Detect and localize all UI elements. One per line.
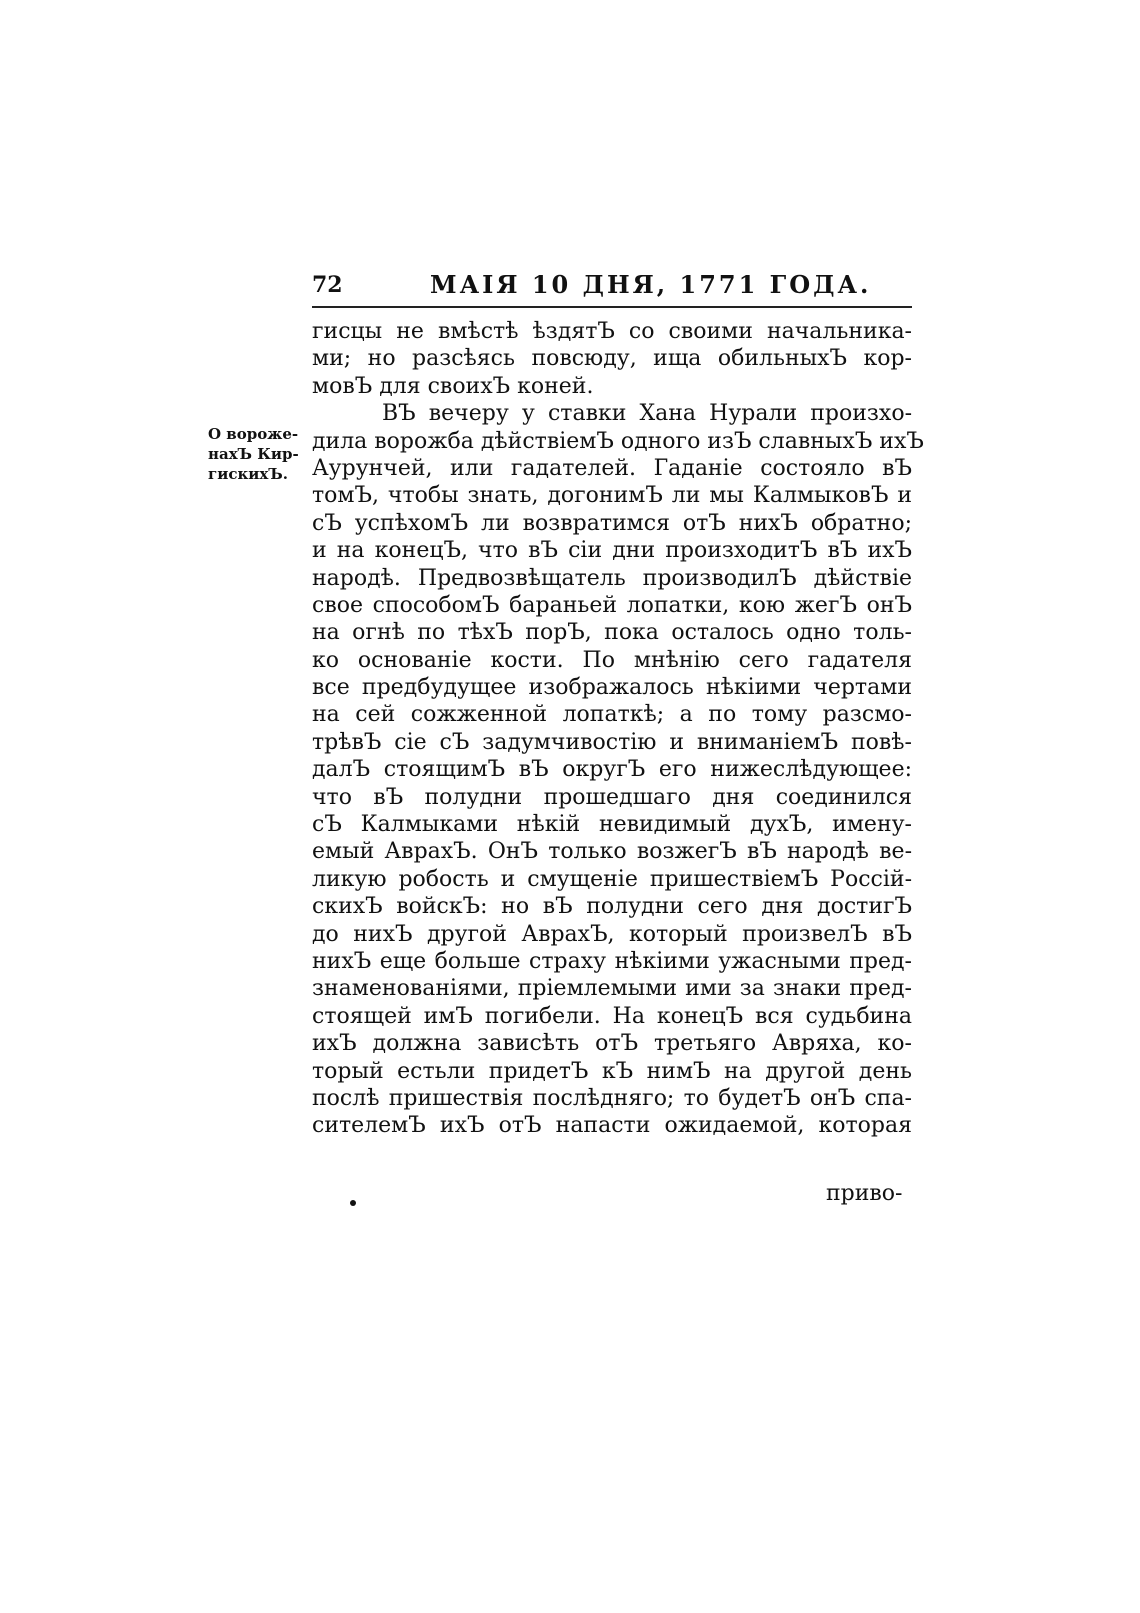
text-line: стоящей имЪ погибели. На конецЪ вся судьбина (312, 1003, 912, 1029)
text-line: томЪ, чтобы знать, догонимЪ ли мы КалмыковЪ и (312, 483, 912, 509)
margin-note-line: гискихЪ. (208, 465, 288, 483)
page-header (312, 268, 912, 304)
text-line: Аурунчей, или гадателей. Гаданіе состояло вЪ (312, 455, 912, 481)
text-line: гисцы не вмѣстѣ ѣздятЪ со своими начальника- (312, 319, 912, 344)
text-line: ликую робость и смущеніе пришествіемЪ Россій- (312, 866, 912, 892)
text-line: послѣ пришествія послѣдняго; то будетЪ онЪ спа- (312, 1085, 912, 1111)
text-line: до нихЪ другой АврахЪ, который произвелЪ вЪ (312, 921, 912, 947)
text-line: мовЪ для своихЪ коней. (312, 373, 594, 399)
margin-note-line: О вороже- (208, 425, 299, 443)
text-line: знаменованіями, пріемлемыми ими за знаки пред- (312, 976, 912, 1002)
header-rule (312, 306, 912, 308)
text-line: и на конецЪ, что вЪ сіи дни произходитЪ вЪ ихЪ (312, 538, 912, 564)
text-line: что вЪ полудни прошедшаго дня соединился (312, 784, 912, 810)
text-line: на сей сожженной лопаткѣ; а по тому разсмо- (312, 702, 912, 728)
text-line: ко основаніе кости. По мнѣнію сего гадателя (312, 647, 912, 673)
text-line: сЪ Калмыками нѣкій невидимый духЪ, имену- (312, 812, 912, 838)
text-line: емый АврахЪ. ОнЪ только возжегЪ вЪ народѣ ве- (312, 839, 912, 865)
text-line: ихЪ должна зависѣть отЪ третьяго Авряха, ко- (312, 1031, 912, 1057)
text-line: сЪ успѣхомЪ ли возвратимся отЪ нихЪ обратно; (312, 510, 912, 536)
text-line: ВЪ вечеру у ставки Хана Нурали произхо- (382, 401, 912, 427)
margin-note-line: нахЪ Кир- (208, 445, 299, 463)
text-line: торый естьли придетЪ кЪ нимЪ на другой день (312, 1058, 912, 1084)
ink-speck (350, 1200, 356, 1206)
text-line: ми; но разсѣясь повсюду, ища обильныхЪ кор- (312, 346, 912, 372)
text-line: трѣвЪ сіе сЪ задумчивостію и вниманіемЪ повѣ- (312, 729, 912, 755)
body-text (312, 318, 924, 1140)
text-line: дила ворожба дѣйствіемЪ одного изЪ славныхЪ ихЪ (312, 428, 924, 454)
catchword: приво- (826, 1181, 903, 1206)
text-line: скихЪ войскЪ: но вЪ полудни сего дня достигЪ (312, 894, 912, 920)
text-line: сителемЪ ихЪ отЪ напасти ожидаемой, которая (312, 1113, 912, 1139)
text-line: свое способомЪ бараньей лопатки, кою жегЪ онЪ (312, 592, 912, 618)
text-line: далЪ стоящимЪ вЪ округЪ его нижеслѣдующее: (312, 757, 912, 783)
text-line: нихЪ еще больше страху нѣкіими ужасными пред- (312, 948, 912, 974)
running-head: МАІЯ 10 ДНЯ, 1771 ГОДА. (430, 270, 872, 299)
margin-note (208, 424, 304, 484)
page-number: 72 (312, 272, 343, 298)
text-line: на огнѣ по тѣхЪ порЪ, пока осталось одно толь- (312, 620, 912, 646)
text-line: все предбудущее изображалось нѣкіими чертами (312, 675, 912, 701)
text-line: народѣ. Предвозвѣщатель производилЪ дѣйствіе (312, 565, 912, 591)
